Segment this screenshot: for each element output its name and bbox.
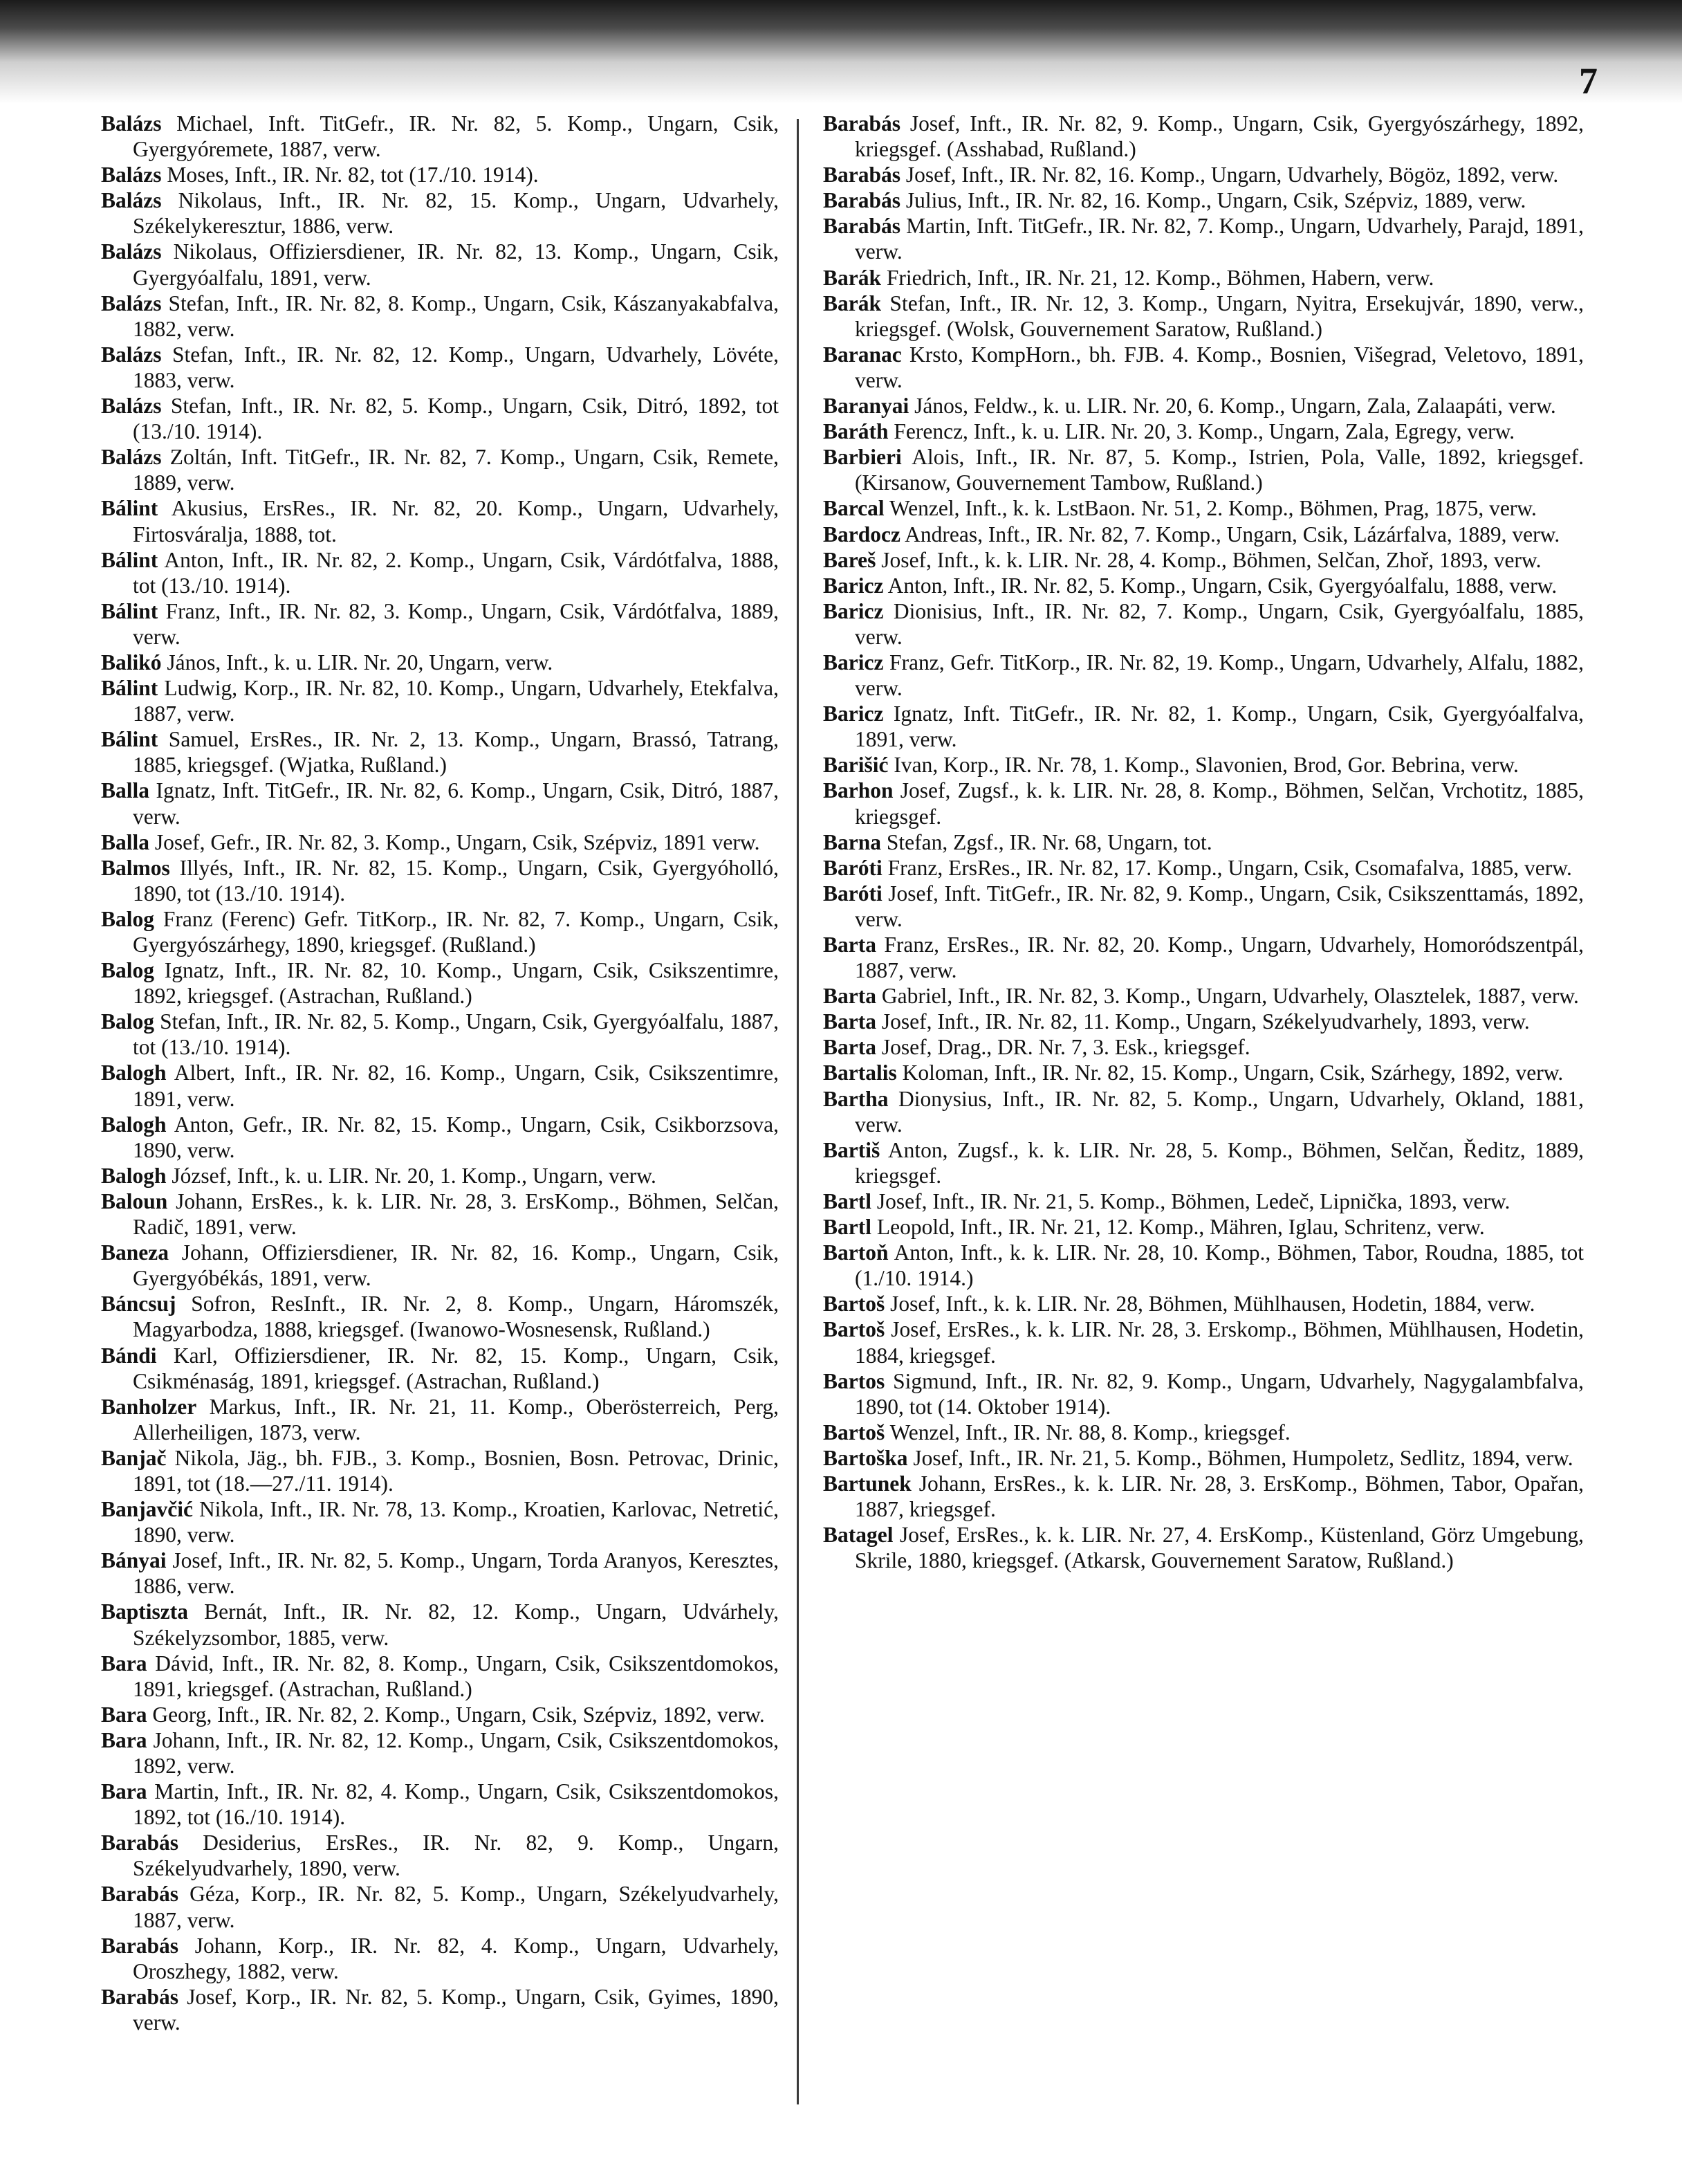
entry-details: Nikolaus, Offiziersdiener, IR. Nr. 82, 13. Komp., Ungarn, Csik, Gyergyóalfalu, 1891, verw.	[133, 239, 779, 290]
entry-surname: Bara	[101, 1779, 147, 1804]
entry-details: Stefan, Zgsf., IR. Nr. 68, Ungarn, tot.	[886, 829, 1212, 854]
entry-surname: Bálint	[101, 598, 158, 623]
casualty-entry	[823, 342, 1584, 393]
entry-details: Sofron, ResInft., IR. Nr. 2, 8. Komp., Ungarn, Háromszék, Magyarbodza, 1888, kriegsgef. (Iwanowo-Wosnesensk, Rußland.)	[133, 1292, 779, 1342]
casualty-entry	[101, 1240, 779, 1291]
entry-surname: Banjač	[101, 1445, 167, 1470]
entry-details: Ignatz, Inft., IR. Nr. 82, 10. Komp., Ungarn, Csik, Csikszentimre, 1892, kriegsgef. (Astrachan, Rußland.)	[133, 958, 779, 1009]
casualty-entry	[823, 701, 1584, 752]
entry-surname: Balla	[101, 829, 150, 854]
casualty-entry	[101, 1189, 779, 1240]
casualty-entry	[823, 1137, 1584, 1189]
page-number: 7	[1579, 60, 1598, 102]
casualty-entry	[101, 1445, 779, 1496]
entry-surname: Balázs	[101, 394, 162, 419]
entry-surname: Baráth	[823, 419, 889, 444]
column-divider	[797, 119, 799, 2104]
entry-surname: Barta	[823, 1035, 876, 1060]
casualty-entry	[823, 752, 1584, 778]
casualty-entry	[823, 1291, 1584, 1316]
entry-details: Franz (Ferenc) Gefr. TitKorp., IR. Nr. 82, 7. Komp., Ungarn, Csik, Gyergyószárhegy, 1890, kriegsgef. (Rußland.)	[133, 906, 779, 957]
entry-surname: Barabás	[823, 214, 901, 239]
entry-details: Stefan, Inft., IR. Nr. 12, 3. Komp., Ungarn, Nyitra, Ersekujvár, 1890, verw., kriegsgef. (Wolsk, Gouvernement Saratow, Rußland.)	[855, 291, 1584, 341]
entry-surname: Balog	[101, 906, 155, 931]
entry-surname: Baranac	[823, 342, 902, 367]
entry-details: Samuel, ErsRes., IR. Nr. 2, 13. Komp., Ungarn, Brassó, Tatrang, 1885, kriegsgef. (Wjatka, Rußland.)	[133, 727, 779, 778]
casualty-entry	[101, 291, 779, 342]
casualty-entry	[823, 983, 1584, 1009]
entry-surname: Balmos	[101, 855, 170, 880]
entry-details: Franz, Gefr. TitKorp., IR. Nr. 82, 19. Komp., Ungarn, Udvarhely, Alfalu, 1882, verw.	[855, 650, 1584, 701]
casualty-entry	[101, 111, 779, 162]
entry-details: Friedrich, Inft., IR. Nr. 21, 12. Komp., Böhmen, Habern, verw.	[886, 265, 1434, 290]
entry-details: Markus, Inft., IR. Nr. 21, 11. Komp., Oberösterreich, Perg, Allerheiligen, 1873, verw.	[133, 1394, 779, 1444]
casualty-entry	[823, 444, 1584, 495]
entry-surname: Barta	[823, 933, 876, 957]
entry-details: Stefan, Inft., IR. Nr. 82, 8. Komp., Ungarn, Csik, Kászanyakabfalva, 1882, verw.	[133, 291, 779, 341]
casualty-entry	[823, 1445, 1584, 1471]
entry-surname: Bartiš	[823, 1137, 880, 1162]
entry-surname: Barák	[823, 291, 882, 315]
entry-details: Julius, Inft., IR. Nr. 82, 16. Komp., Ungarn, Csik, Szépviz, 1889, verw.	[905, 188, 1526, 213]
casualty-entry	[101, 855, 779, 906]
entry-surname: Bartoška	[823, 1445, 908, 1470]
casualty-entry	[823, 547, 1584, 573]
entry-surname: Baróti	[823, 881, 882, 906]
entry-details: Josef, ErsRes., k. k. LIR. Nr. 27, 4. ErsKomp., Küstenland, Görz Umgebung, Skrile, 1880, kriegsgef. (Atkarsk, Gouvernement Saratow, Rußland.)	[855, 1523, 1584, 1573]
entry-surname: Bándi	[101, 1343, 157, 1368]
casualty-entry	[101, 778, 779, 829]
casualty-entry	[101, 1984, 779, 2035]
entry-details: Anton, Gefr., IR. Nr. 82, 15. Komp., Ungarn, Csik, Csikborzsova, 1890, verw.	[133, 1112, 779, 1162]
entry-details: Koloman, Inft., IR. Nr. 82, 15. Komp., Ungarn, Csik, Szárhegy, 1892, verw.	[902, 1061, 1564, 1085]
entry-surname: Baricz	[823, 650, 884, 675]
entry-surname: Barhon	[823, 778, 894, 803]
casualty-entry	[823, 162, 1584, 187]
casualty-entry	[101, 1881, 779, 1932]
casualty-entry	[823, 213, 1584, 264]
entry-surname: Balázs	[101, 163, 162, 187]
casualty-entry	[101, 1651, 779, 1702]
entry-details: Josef, Inft., IR. Nr. 82, 9. Komp., Ungarn, Csik, Gyergyószárhegy, 1892, kriegsgef. (Asshabad, Rußland.)	[855, 111, 1584, 162]
entry-details: Johann, Offiziersdiener, IR. Nr. 82, 16. Komp., Ungarn, Csik, Gyergyóbékás, 1891, verw.	[133, 1240, 779, 1291]
entry-surname: Barabás	[101, 1830, 179, 1855]
entry-details: Karl, Offiziersdiener, IR. Nr. 82, 15. Komp., Ungarn, Csik, Csikménaság, 1891, kriegsgef. (Astrachan, Rußland.)	[133, 1343, 779, 1393]
entry-details: Georg, Inft., IR. Nr. 82, 2. Komp., Ungarn, Csik, Szépviz, 1892, verw.	[152, 1702, 765, 1727]
entry-details: Ferencz, Inft., k. u. LIR. Nr. 20, 3. Komp., Ungarn, Zala, Egregy, verw.	[894, 419, 1515, 444]
entry-surname: Barbieri	[823, 445, 902, 470]
casualty-entry	[101, 187, 779, 239]
casualty-entry	[101, 1830, 779, 1881]
entry-surname: Balázs	[101, 445, 162, 470]
entry-details: Anton, Inft., IR. Nr. 82, 5. Komp., Ungarn, Csik, Gyergyóalfalu, 1888, verw.	[887, 573, 1558, 598]
entry-details: Andreas, Inft., IR. Nr. 82, 7. Komp., Ungarn, Csik, Lázárfalva, 1889, verw.	[905, 522, 1560, 547]
entry-surname: Barna	[823, 829, 882, 854]
entry-surname: Barta	[823, 984, 876, 1009]
entry-details: Michael, Inft. TitGefr., IR. Nr. 82, 5. Komp., Ungarn, Csik, Gyergyóremete, 1887, verw.	[133, 111, 779, 162]
entry-details: Josef, Inft., k. k. LIR. Nr. 28, 4. Komp., Böhmen, Selčan, Zhoř, 1893, verw.	[881, 547, 1542, 572]
entry-details: Josef, Korp., IR. Nr. 82, 5. Komp., Ungarn, Csik, Gyimes, 1890, verw.	[133, 1984, 779, 2035]
entry-surname: Barabás	[823, 163, 901, 187]
entry-surname: Banjavčić	[101, 1497, 193, 1522]
entry-details: Martin, Inft., IR. Nr. 82, 4. Komp., Ungarn, Csik, Csikszentdomokos, 1892, tot (16./10. 1914).	[133, 1779, 779, 1830]
entry-details: Wenzel, Inft., IR. Nr. 88, 8. Komp., kriegsgef.	[889, 1420, 1291, 1444]
page-edge-shadow	[0, 0, 1682, 104]
casualty-entry	[101, 1548, 779, 1599]
casualty-entry	[823, 829, 1584, 855]
entry-surname: Barišić	[823, 753, 889, 778]
entry-details: Moses, Inft., IR. Nr. 82, tot (17./10. 1914).	[167, 163, 539, 187]
casualty-entry	[823, 419, 1584, 444]
casualty-entry	[101, 547, 779, 598]
casualty-entry	[823, 778, 1584, 829]
entry-surname: Baranyai	[823, 394, 909, 419]
entry-surname: Barcal	[823, 496, 885, 521]
casualty-entry	[823, 1420, 1584, 1445]
entry-surname: Bartoš	[823, 1420, 885, 1444]
casualty-entry	[101, 393, 779, 444]
entry-surname: Barabás	[101, 1933, 179, 1958]
entry-surname: Bartl	[823, 1189, 871, 1213]
entry-details: Zoltán, Inft. TitGefr., IR. Nr. 82, 7. Komp., Ungarn, Csik, Remete, 1889, verw.	[133, 445, 779, 495]
entry-surname: Balog	[101, 1009, 155, 1034]
entry-details: Josef, Zugsf., k. k. LIR. Nr. 28, 8. Komp., Böhmen, Selčan, Vrchotitz, 1885, kriegsgef.	[855, 778, 1584, 829]
casualty-entry	[823, 495, 1584, 521]
entry-surname: Balogh	[101, 1112, 167, 1137]
entry-surname: Bartunek	[823, 1471, 912, 1496]
entry-surname: Baptiszta	[101, 1599, 188, 1624]
entry-details: Bernát, Inft., IR. Nr. 82, 12. Komp., Ungarn, Udvárhely, Székelyzsombor, 1885, verw.	[133, 1599, 779, 1650]
entry-surname: Barabás	[101, 1984, 179, 2009]
entry-surname: Bartos	[823, 1368, 885, 1393]
casualty-entry	[101, 342, 779, 393]
casualty-entry	[101, 1009, 779, 1060]
entry-details: Alois, Inft., IR. Nr. 87, 5. Komp., Istrien, Pola, Valle, 1892, kriegsgef. (Kirsanow, Gouvernement Tambow, Rußland.)	[855, 445, 1584, 495]
entry-details: Nikola, Jäg., bh. FJB., 3. Komp., Bosnien, Bosn. Petrovac, Drinic, 1891, tot (18.—27./11. 1914).	[133, 1445, 779, 1496]
entry-surname: Bálint	[101, 676, 158, 701]
casualty-entry	[101, 1060, 779, 1111]
entry-details: Josef, Inft., k. k. LIR. Nr. 28, Böhmen, Mühlhausen, Hodetin, 1884, verw.	[890, 1292, 1535, 1316]
right-column	[823, 111, 1584, 1573]
casualty-entry	[101, 239, 779, 290]
entry-details: Ignatz, Inft. TitGefr., IR. Nr. 82, 6. Komp., Ungarn, Csik, Ditró, 1887, verw.	[133, 778, 779, 829]
casualty-entry	[823, 855, 1584, 881]
casualty-entry	[101, 906, 779, 957]
entry-details: János, Inft., k. u. LIR. Nr. 20, Ungarn, verw.	[167, 650, 553, 675]
entry-details: Johann, Inft., IR. Nr. 82, 12. Komp., Ungarn, Csik, Csikszentdomokos, 1892, verw.	[133, 1727, 779, 1778]
entry-surname: Balázs	[101, 188, 162, 213]
entry-surname: Balogh	[101, 1061, 167, 1085]
casualty-entry	[101, 1163, 779, 1189]
casualty-entry	[101, 1496, 779, 1548]
entry-details: Dionysius, Inft., IR. Nr. 82, 5. Komp., Ungarn, Udvarhely, Okland, 1881, verw.	[855, 1086, 1584, 1137]
casualty-entry	[823, 598, 1584, 650]
entry-details: Anton, Inft., IR. Nr. 82, 2. Komp., Ungarn, Csik, Várdótfalva, 1888, tot (13./10. 1914).	[133, 547, 779, 598]
entry-details: Johann, Korp., IR. Nr. 82, 4. Komp., Ungarn, Udvarhely, Oroszhegy, 1882, verw.	[133, 1933, 779, 1983]
entry-details: Dávid, Inft., IR. Nr. 82, 8. Komp., Ungarn, Csik, Csikszentdomokos, 1891, kriegsgef. (Astrachan, Rußland.)	[133, 1651, 779, 1701]
entry-details: Franz, ErsRes., IR. Nr. 82, 17. Komp., Ungarn, Csik, Csomafalva, 1885, verw.	[887, 855, 1572, 880]
casualty-entry	[101, 675, 779, 726]
casualty-entry	[823, 1368, 1584, 1420]
entry-surname: Balogh	[101, 1163, 167, 1188]
entry-surname: Bálint	[101, 547, 158, 572]
casualty-entry	[823, 1189, 1584, 1214]
casualty-entry	[823, 573, 1584, 598]
casualty-entry	[101, 1779, 779, 1830]
casualty-entry	[101, 1112, 779, 1163]
entry-surname: Balázs	[101, 342, 162, 367]
entry-surname: Baneza	[101, 1240, 169, 1265]
entry-surname: Baricz	[823, 701, 884, 726]
entry-details: Ludwig, Korp., IR. Nr. 82, 10. Komp., Ungarn, Udvarhely, Etekfalva, 1887, verw.	[133, 676, 779, 726]
entry-details: Johann, ErsRes., k. k. LIR. Nr. 28, 3. ErsKomp., Böhmen, Selčan, Radič, 1891, verw.	[133, 1189, 779, 1240]
casualty-entry	[823, 393, 1584, 419]
casualty-entry	[101, 1933, 779, 1984]
left-column	[101, 111, 779, 2035]
casualty-entry	[101, 1702, 779, 1727]
entry-details: Martin, Inft. TitGefr., IR. Nr. 82, 7. Komp., Ungarn, Udvarhely, Parajd, 1891, verw.	[855, 214, 1584, 264]
casualty-entry	[823, 932, 1584, 983]
entry-details: Dionisius, Inft., IR. Nr. 82, 7. Komp., Ungarn, Csik, Gyergyóalfalu, 1885, verw.	[855, 598, 1584, 649]
casualty-entry	[823, 1060, 1584, 1085]
entry-details: Josef, Inft., IR. Nr. 82, 5. Komp., Ungarn, Torda Aranyos, Keresztes, 1886, verw.	[133, 1548, 779, 1599]
entry-details: Géza, Korp., IR. Nr. 82, 5. Komp., Ungarn, Székelyudvarhely, 1887, verw.	[133, 1882, 779, 1932]
entry-surname: Barabás	[823, 111, 901, 136]
entry-details: Nikola, Inft., IR. Nr. 78, 13. Komp., Kroatien, Karlovac, Netretić, 1890, verw.	[133, 1497, 779, 1548]
casualty-entry	[823, 1214, 1584, 1240]
casualty-entry	[101, 1727, 779, 1779]
entry-details: Anton, Zugsf., k. k. LIR. Nr. 28, 5. Komp., Böhmen, Selčan, Ředitz, 1889, kriegsgef.	[855, 1137, 1584, 1188]
casualty-entry	[823, 1522, 1584, 1573]
entry-surname: Barabás	[823, 188, 901, 213]
entry-details: Anton, Inft., k. k. LIR. Nr. 28, 10. Komp., Böhmen, Tabor, Roudna, 1885, tot (1./10. 1914.)	[855, 1240, 1584, 1291]
entry-details: Stefan, Inft., IR. Nr. 82, 12. Komp., Ungarn, Udvarhely, Lövéte, 1883, verw.	[133, 342, 779, 392]
entry-details: Krsto, KompHorn., bh. FJB. 4. Komp., Bosnien, Višegrad, Veletovo, 1891, verw.	[855, 342, 1584, 392]
entry-surname: Balázs	[101, 291, 162, 315]
entry-surname: Báncsuj	[101, 1292, 176, 1316]
entry-surname: Bara	[101, 1651, 147, 1676]
casualty-entry	[823, 291, 1584, 342]
entry-surname: Bányai	[101, 1548, 167, 1573]
entry-surname: Balázs	[101, 239, 162, 264]
casualty-entry	[823, 265, 1584, 291]
casualty-entry	[101, 726, 779, 778]
entry-details: Josef, Inft., IR. Nr. 21, 5. Komp., Böhmen, Ledeč, Lipnička, 1893, verw.	[876, 1189, 1510, 1213]
entry-surname: Bara	[101, 1702, 147, 1727]
entry-surname: Batagel	[823, 1523, 894, 1548]
entry-surname: Bardocz	[823, 522, 900, 547]
entry-surname: Bálint	[101, 496, 158, 521]
casualty-entry	[101, 444, 779, 495]
entry-details: Leopold, Inft., IR. Nr. 21, 12. Komp., Mähren, Iglau, Schritenz, verw.	[876, 1215, 1485, 1240]
casualty-entry	[823, 650, 1584, 701]
casualty-entry	[823, 1240, 1584, 1291]
entry-surname: Baloun	[101, 1189, 168, 1213]
entry-surname: Bálint	[101, 727, 158, 752]
casualty-entry	[101, 1343, 779, 1394]
entry-details: Stefan, Inft., IR. Nr. 82, 5. Komp., Ungarn, Csik, Ditró, 1892, tot (13./10. 1914).	[133, 394, 779, 444]
entry-details: Josef, Drag., DR. Nr. 7, 3. Esk., kriegsgef.	[881, 1035, 1250, 1060]
entry-details: József, Inft., k. u. LIR. Nr. 20, 1. Komp., Ungarn, verw.	[172, 1163, 656, 1188]
entry-surname: Barabás	[101, 1882, 179, 1907]
entry-surname: Barta	[823, 1009, 876, 1034]
entry-surname: Balla	[101, 778, 150, 803]
entry-surname: Bartoš	[823, 1317, 885, 1342]
casualty-entry	[823, 1034, 1584, 1060]
entry-surname: Balázs	[101, 111, 162, 136]
entry-surname: Bartalis	[823, 1061, 897, 1085]
entry-details: Johann, ErsRes., k. k. LIR. Nr. 28, 3. ErsKomp., Böhmen, Tabor, Opařan, 1887, kriegsgef.	[855, 1471, 1584, 1522]
entry-surname: Baricz	[823, 598, 884, 623]
casualty-entry	[101, 650, 779, 675]
entry-details: Ivan, Korp., IR. Nr. 78, 1. Komp., Slavonien, Brod, Gor. Bebrina, verw.	[894, 753, 1519, 778]
casualty-entry	[101, 957, 779, 1009]
entry-details: Wenzel, Inft., k. k. LstBaon. Nr. 51, 2. Komp., Böhmen, Prag, 1875, verw.	[889, 496, 1537, 521]
entry-details: Sigmund, Inft., IR. Nr. 82, 9. Komp., Ungarn, Udvarhely, Nagygalambfalva, 1890, tot (14. Oktober 1914).	[855, 1368, 1584, 1419]
entry-surname: Bara	[101, 1727, 147, 1752]
entry-details: Albert, Inft., IR. Nr. 82, 16. Komp., Ungarn, Csik, Csikszentimre, 1891, verw.	[133, 1061, 779, 1111]
entry-details: Josef, Inft., IR. Nr. 82, 16. Komp., Ungarn, Udvarhely, Bögöz, 1892, verw.	[905, 163, 1559, 187]
entry-surname: Barák	[823, 265, 882, 290]
entry-surname: Balikó	[101, 650, 162, 675]
entry-surname: Bartha	[823, 1086, 889, 1111]
entry-surname: Balog	[101, 958, 155, 983]
casualty-entry	[823, 1086, 1584, 1137]
casualty-entry	[823, 111, 1584, 162]
entry-surname: Bartoň	[823, 1240, 889, 1265]
entry-details: Franz, Inft., IR. Nr. 82, 3. Komp., Ungarn, Csik, Várdótfalva, 1889, verw.	[133, 598, 779, 649]
casualty-entry	[101, 598, 779, 650]
casualty-entry	[823, 1471, 1584, 1522]
entry-details: Josef, Inft., IR. Nr. 21, 5. Komp., Böhmen, Humpoletz, Sedlitz, 1894, verw.	[913, 1445, 1573, 1470]
entry-details: Desiderius, ErsRes., IR. Nr. 82, 9. Komp., Ungarn, Székelyudvarhely, 1890, verw.	[133, 1830, 779, 1881]
casualty-entry	[101, 1599, 779, 1650]
casualty-entry	[823, 522, 1584, 547]
casualty-entry	[101, 1291, 779, 1342]
casualty-entry	[823, 881, 1584, 932]
entry-details: Akusius, ErsRes., IR. Nr. 82, 20. Komp., Ungarn, Udvarhely, Firtosváralja, 1888, tot.	[133, 496, 779, 547]
entry-details: Josef, Inft. TitGefr., IR. Nr. 82, 9. Komp., Ungarn, Csik, Csikszenttamás, 1892, verw.	[855, 881, 1584, 931]
entry-surname: Baricz	[823, 573, 884, 598]
entry-details: Nikolaus, Inft., IR. Nr. 82, 15. Komp., Ungarn, Udvarhely, Székelykeresztur, 1886, verw.	[133, 188, 779, 239]
casualty-entry	[101, 1394, 779, 1445]
casualty-entry	[101, 162, 779, 187]
entry-details: Josef, Gefr., IR. Nr. 82, 3. Komp., Ungarn, Csik, Szépviz, 1891 verw.	[154, 829, 760, 854]
entry-surname: Bareš	[823, 547, 876, 572]
entry-surname: Banholzer	[101, 1394, 197, 1419]
casualty-entry	[101, 829, 779, 855]
entry-details: János, Feldw., k. u. LIR. Nr. 20, 6. Komp., Ungarn, Zala, Zalaapáti, verw.	[914, 394, 1556, 419]
casualty-entry	[101, 495, 779, 547]
casualty-entry	[823, 1009, 1584, 1034]
entry-details: Gabriel, Inft., IR. Nr. 82, 3. Komp., Ungarn, Udvarhely, Olasztelek, 1887, verw.	[881, 984, 1579, 1009]
entry-surname: Baróti	[823, 855, 882, 880]
entry-details: Josef, Inft., IR. Nr. 82, 11. Komp., Ungarn, Székelyudvarhely, 1893, verw.	[881, 1009, 1530, 1034]
casualty-entry	[823, 1316, 1584, 1368]
entry-details: Stefan, Inft., IR. Nr. 82, 5. Komp., Ungarn, Csik, Gyergyóalfalu, 1887, tot (13./10. 1914).	[133, 1009, 779, 1060]
entry-details: Franz, ErsRes., IR. Nr. 82, 20. Komp., Ungarn, Udvarhely, Homoródszentpál, 1887, verw.	[855, 933, 1584, 983]
entry-details: Ignatz, Inft. TitGefr., IR. Nr. 82, 1. Komp., Ungarn, Csik, Gyergyóalfalva, 1891, verw.	[855, 701, 1584, 752]
entry-details: Josef, ErsRes., k. k. LIR. Nr. 28, 3. Erskomp., Böhmen, Mühlhausen, Hodetin, 1884, kriegsgef.	[855, 1317, 1584, 1368]
entry-surname: Bartl	[823, 1215, 871, 1240]
entry-details: Illyés, Inft., IR. Nr. 82, 15. Komp., Ungarn, Csik, Gyergyóholló, 1890, tot (13./10. 1914).	[133, 855, 779, 906]
entry-surname: Bartoš	[823, 1292, 885, 1316]
casualty-entry	[823, 187, 1584, 213]
